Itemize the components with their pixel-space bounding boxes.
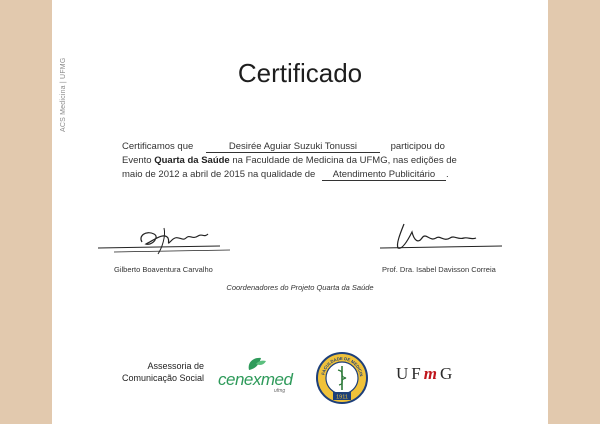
ascom-logo — [112, 360, 204, 384]
certificate-page — [52, 0, 548, 424]
ufmg-letters: UF — [396, 364, 424, 383]
body-text: maio de 2012 a abril de 2015 — [122, 169, 246, 180]
ascom-line-2: Comunicação Social — [121, 373, 204, 383]
signature-left — [94, 222, 234, 258]
event-name: Quarta da Saúde — [154, 155, 230, 166]
cenexmed-sub: ufmg — [274, 388, 286, 394]
body-text: na qualidade de — [247, 169, 316, 180]
signature-right — [378, 218, 508, 254]
body-text: Certificamos que — [122, 141, 194, 152]
cenexmed-wordmark: cenexmed — [218, 370, 293, 389]
body-line-2 — [122, 154, 482, 168]
coordinators-caption: Coordenadores do Projeto Quarta da Saúde — [226, 283, 374, 292]
certificate-title: Certificado — [237, 58, 363, 88]
body-text: nas edições de — [392, 155, 457, 166]
ascom-line-1: Assessoria de — [147, 361, 204, 371]
body-text: . — [445, 169, 449, 180]
certificate-body — [122, 140, 482, 182]
body-text: na Faculdade de Medicina da UFMG, — [232, 155, 391, 166]
seal-text: FACULDADE DE MEDICIN — [320, 355, 364, 377]
role-field: Atendimento Publicitário — [322, 169, 446, 181]
signature-left-name: Gilberto Boaventura Carvalho — [114, 265, 213, 274]
ufmg-m-letter: m — [423, 364, 440, 383]
signature-right-name: Prof. Dra. Isabel Davisson Correia — [382, 265, 496, 274]
recipient-name: Desirée Aguiar Suzuki Tonussi — [206, 141, 380, 153]
cenexmed-logo — [218, 356, 298, 396]
ufmg-g-letter: G — [439, 364, 456, 383]
ufmg-logo — [396, 364, 455, 384]
faculdade-medicina-seal — [316, 352, 368, 404]
seal-year: 1911 — [336, 394, 348, 401]
body-line-1 — [122, 140, 482, 154]
seal-icon — [316, 352, 368, 404]
body-line-3 — [122, 168, 482, 182]
side-label: ACS Medicina | UFMG — [60, 57, 67, 132]
body-text: participou do — [390, 141, 445, 152]
body-text: Evento — [122, 155, 152, 166]
